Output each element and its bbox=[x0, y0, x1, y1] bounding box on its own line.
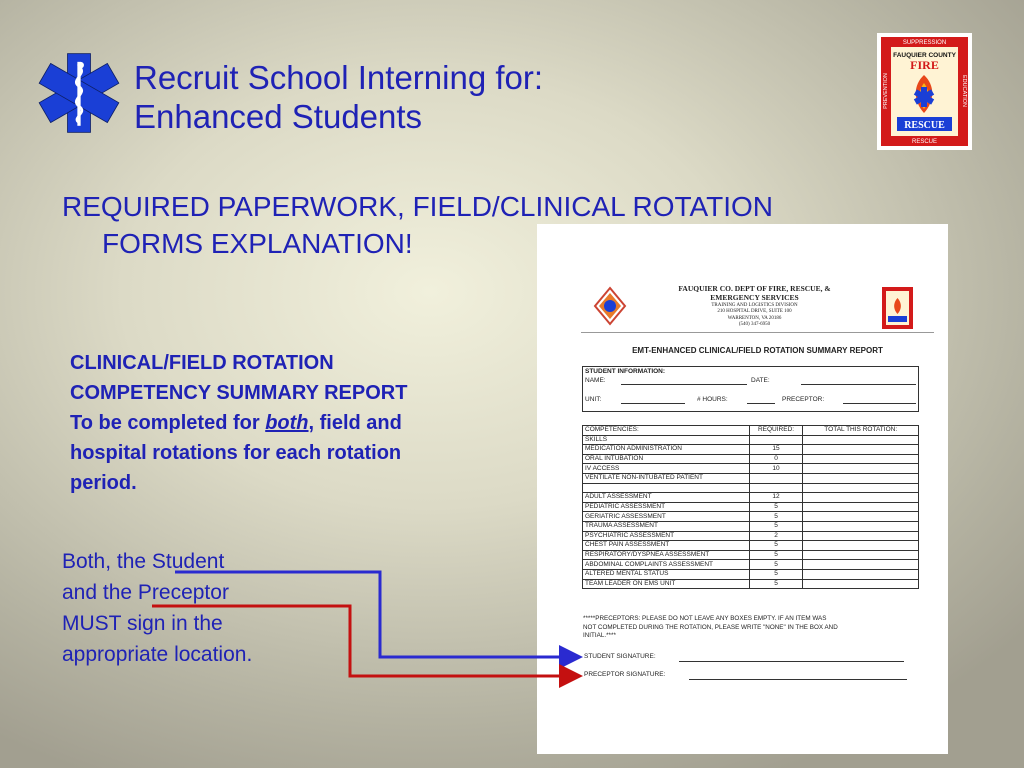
org-address bbox=[647, 303, 862, 328]
competency-name: ABDOMINAL COMPLAINTS ASSESSMENT bbox=[583, 560, 750, 570]
note-line bbox=[70, 408, 520, 438]
total-cell bbox=[803, 579, 919, 589]
required-count: 5 bbox=[749, 569, 803, 579]
competency-name: TEAM LEADER ON EMS UNIT bbox=[583, 579, 750, 589]
total-cell bbox=[803, 502, 919, 512]
table-row bbox=[583, 445, 919, 455]
org-line: FAUQUIER CO. DEPT OF FIRE, RESCUE, & bbox=[678, 284, 831, 293]
heading-line-1: REQUIRED PAPERWORK, FIELD/CLINICAL ROTATION bbox=[62, 191, 773, 222]
svg-text:RESCUE: RESCUE bbox=[911, 139, 938, 145]
required-count: 15 bbox=[749, 445, 803, 455]
unit-label: UNIT: bbox=[585, 396, 602, 403]
instruction-line: MUST sign in the bbox=[62, 612, 223, 635]
table-row bbox=[583, 521, 919, 531]
note-line: period. bbox=[70, 472, 137, 494]
unit-line bbox=[621, 403, 685, 404]
column-header: REQUIRED: bbox=[749, 426, 803, 436]
instruction-line: appropriate location. bbox=[62, 643, 253, 666]
svg-text:FIRE: FIRE bbox=[910, 58, 939, 72]
table-row bbox=[583, 579, 919, 589]
report-description bbox=[70, 348, 520, 498]
address-line: 210 HOSPITAL DRIVE, SUITE 100 bbox=[717, 309, 792, 315]
competency-name: RESPIRATORY/DYSPNEA ASSESSMENT bbox=[583, 550, 750, 560]
required-count: 5 bbox=[749, 550, 803, 560]
report-title: EMT-ENHANCED CLINICAL/FIELD ROTATION SUMMARY REPORT bbox=[632, 346, 883, 355]
competency-name: CHEST PAIN ASSESSMENT bbox=[583, 541, 750, 551]
required-count bbox=[749, 483, 803, 493]
required-count: 5 bbox=[749, 512, 803, 522]
svg-text:SUPPRESSION: SUPPRESSION bbox=[902, 40, 947, 46]
total-cell bbox=[803, 550, 919, 560]
total-cell bbox=[803, 483, 919, 493]
table-header-row bbox=[583, 426, 919, 436]
preceptor-instructions bbox=[583, 615, 923, 641]
name-line bbox=[621, 384, 747, 385]
name-label: NAME: bbox=[585, 377, 606, 384]
total-cell bbox=[803, 464, 919, 474]
instruction-text: INITIAL.**** bbox=[583, 632, 616, 639]
total-cell bbox=[803, 541, 919, 551]
competency-name: ORAL INTUBATION bbox=[583, 454, 750, 464]
hours-label: # HOURS: bbox=[697, 396, 728, 403]
required-count: 12 bbox=[749, 493, 803, 503]
table-row bbox=[583, 502, 919, 512]
preceptor-line bbox=[843, 403, 916, 404]
instruction-line: and the Preceptor bbox=[62, 581, 229, 604]
slide-title bbox=[134, 58, 543, 136]
competency-name bbox=[583, 483, 750, 493]
table-row bbox=[583, 454, 919, 464]
competency-name: VENTILATE NON-INTUBATED PATIENT bbox=[583, 473, 750, 483]
address-line: (540) 347-6950 bbox=[738, 321, 771, 327]
address-line: TRAINING AND LOGISTICS DIVISION bbox=[711, 303, 798, 308]
svg-text:RESCUE: RESCUE bbox=[904, 120, 945, 131]
required-count: 5 bbox=[749, 579, 803, 589]
title-line-2: Enhanced Students bbox=[134, 98, 423, 135]
note-line: hospital rotations for each rotation bbox=[70, 442, 402, 464]
svg-text:FAUQUIER COUNTY: FAUQUIER COUNTY bbox=[893, 52, 956, 59]
required-count: 5 bbox=[749, 521, 803, 531]
preceptor-signature-label: PRECEPTOR SIGNATURE: bbox=[584, 671, 666, 678]
table-row bbox=[583, 435, 919, 445]
total-cell bbox=[803, 560, 919, 570]
signature-instruction bbox=[62, 546, 322, 670]
required-count: 0 bbox=[749, 454, 803, 464]
table-row bbox=[583, 541, 919, 551]
svg-text:PREVENTION: PREVENTION bbox=[883, 73, 889, 109]
competency-name: TRAUMA ASSESSMENT bbox=[583, 521, 750, 531]
table-row bbox=[583, 464, 919, 474]
total-cell bbox=[803, 521, 919, 531]
address-line: WARRENTON, VA 20186 bbox=[727, 315, 782, 321]
instruction-line: Both, the Student bbox=[62, 550, 225, 573]
org-name bbox=[647, 284, 862, 302]
required-count: 2 bbox=[749, 531, 803, 541]
header-divider bbox=[581, 332, 934, 333]
preceptor-signature-line bbox=[689, 679, 907, 680]
student-signature-label: STUDENT SIGNATURE: bbox=[584, 653, 656, 660]
column-header: TOTAL THIS ROTATION: bbox=[803, 426, 919, 436]
org-line: EMERGENCY SERVICES bbox=[710, 293, 799, 302]
table-row bbox=[583, 483, 919, 493]
competency-name: PEDIATRIC ASSESSMENT bbox=[583, 502, 750, 512]
title-line-1: Recruit School Interning for: bbox=[134, 59, 544, 96]
total-cell bbox=[803, 454, 919, 464]
required-count: 5 bbox=[749, 502, 803, 512]
competency-name: PSYCHIATRIC ASSESSMENT bbox=[583, 531, 750, 541]
table-row bbox=[583, 493, 919, 503]
table-row bbox=[583, 531, 919, 541]
total-cell bbox=[803, 512, 919, 522]
required-count: 5 bbox=[749, 560, 803, 570]
competency-table bbox=[582, 425, 919, 589]
fauquier-fire-rescue-logo bbox=[877, 33, 972, 150]
date-label: DATE: bbox=[751, 377, 770, 384]
required-count bbox=[749, 435, 803, 445]
student-signature-line bbox=[679, 661, 904, 662]
table-row bbox=[583, 560, 919, 570]
required-count: 10 bbox=[749, 464, 803, 474]
total-cell bbox=[803, 531, 919, 541]
competency-name: SKILLS bbox=[583, 435, 750, 445]
competency-name: ALTERED MENTAL STATUS bbox=[583, 569, 750, 579]
preceptor-label: PRECEPTOR: bbox=[782, 396, 825, 403]
competency-name: MEDICATION ADMINISTRATION bbox=[583, 445, 750, 455]
table-row bbox=[583, 550, 919, 560]
total-cell bbox=[803, 473, 919, 483]
date-line bbox=[801, 384, 916, 385]
note-emphasis: both bbox=[265, 412, 309, 434]
student-info-label: STUDENT INFORMATION: bbox=[585, 368, 666, 375]
instruction-text: NOT COMPLETED DURING THE ROTATION, PLEASE WRITE "NONE" IN THE BOX AND bbox=[583, 623, 838, 631]
note-line: CLINICAL/FIELD ROTATION bbox=[70, 352, 334, 374]
fire-rescue-patch-icon bbox=[881, 286, 914, 330]
dept-patch-icon bbox=[593, 286, 627, 326]
star-of-life-icon bbox=[38, 52, 120, 134]
total-cell bbox=[803, 445, 919, 455]
student-info-box bbox=[582, 366, 919, 412]
table-row bbox=[583, 569, 919, 579]
table-row bbox=[583, 512, 919, 522]
total-cell bbox=[803, 435, 919, 445]
total-cell bbox=[803, 493, 919, 503]
hours-line bbox=[747, 403, 775, 404]
total-cell bbox=[803, 569, 919, 579]
rotation-form-image bbox=[537, 224, 948, 754]
svg-text:EDUCATION: EDUCATION bbox=[961, 75, 967, 107]
required-count bbox=[749, 473, 803, 483]
column-header: COMPETENCIES: bbox=[583, 426, 750, 436]
heading-line-2: FORMS EXPLANATION! bbox=[102, 228, 413, 259]
competency-name: IV ACCESS bbox=[583, 464, 750, 474]
required-count: 5 bbox=[749, 541, 803, 551]
instruction-text: *****PRECEPTORS: PLEASE DO NOT LEAVE ANY BOXES EMPTY. IF AN ITEM WAS bbox=[583, 615, 827, 622]
table-row bbox=[583, 473, 919, 483]
note-text: , field and bbox=[308, 412, 402, 434]
competency-name: ADULT ASSESSMENT bbox=[583, 493, 750, 503]
competency-name: GERIATRIC ASSESSMENT bbox=[583, 512, 750, 522]
note-text: To be completed for bbox=[70, 412, 266, 434]
note-line: COMPETENCY SUMMARY REPORT bbox=[70, 382, 408, 404]
